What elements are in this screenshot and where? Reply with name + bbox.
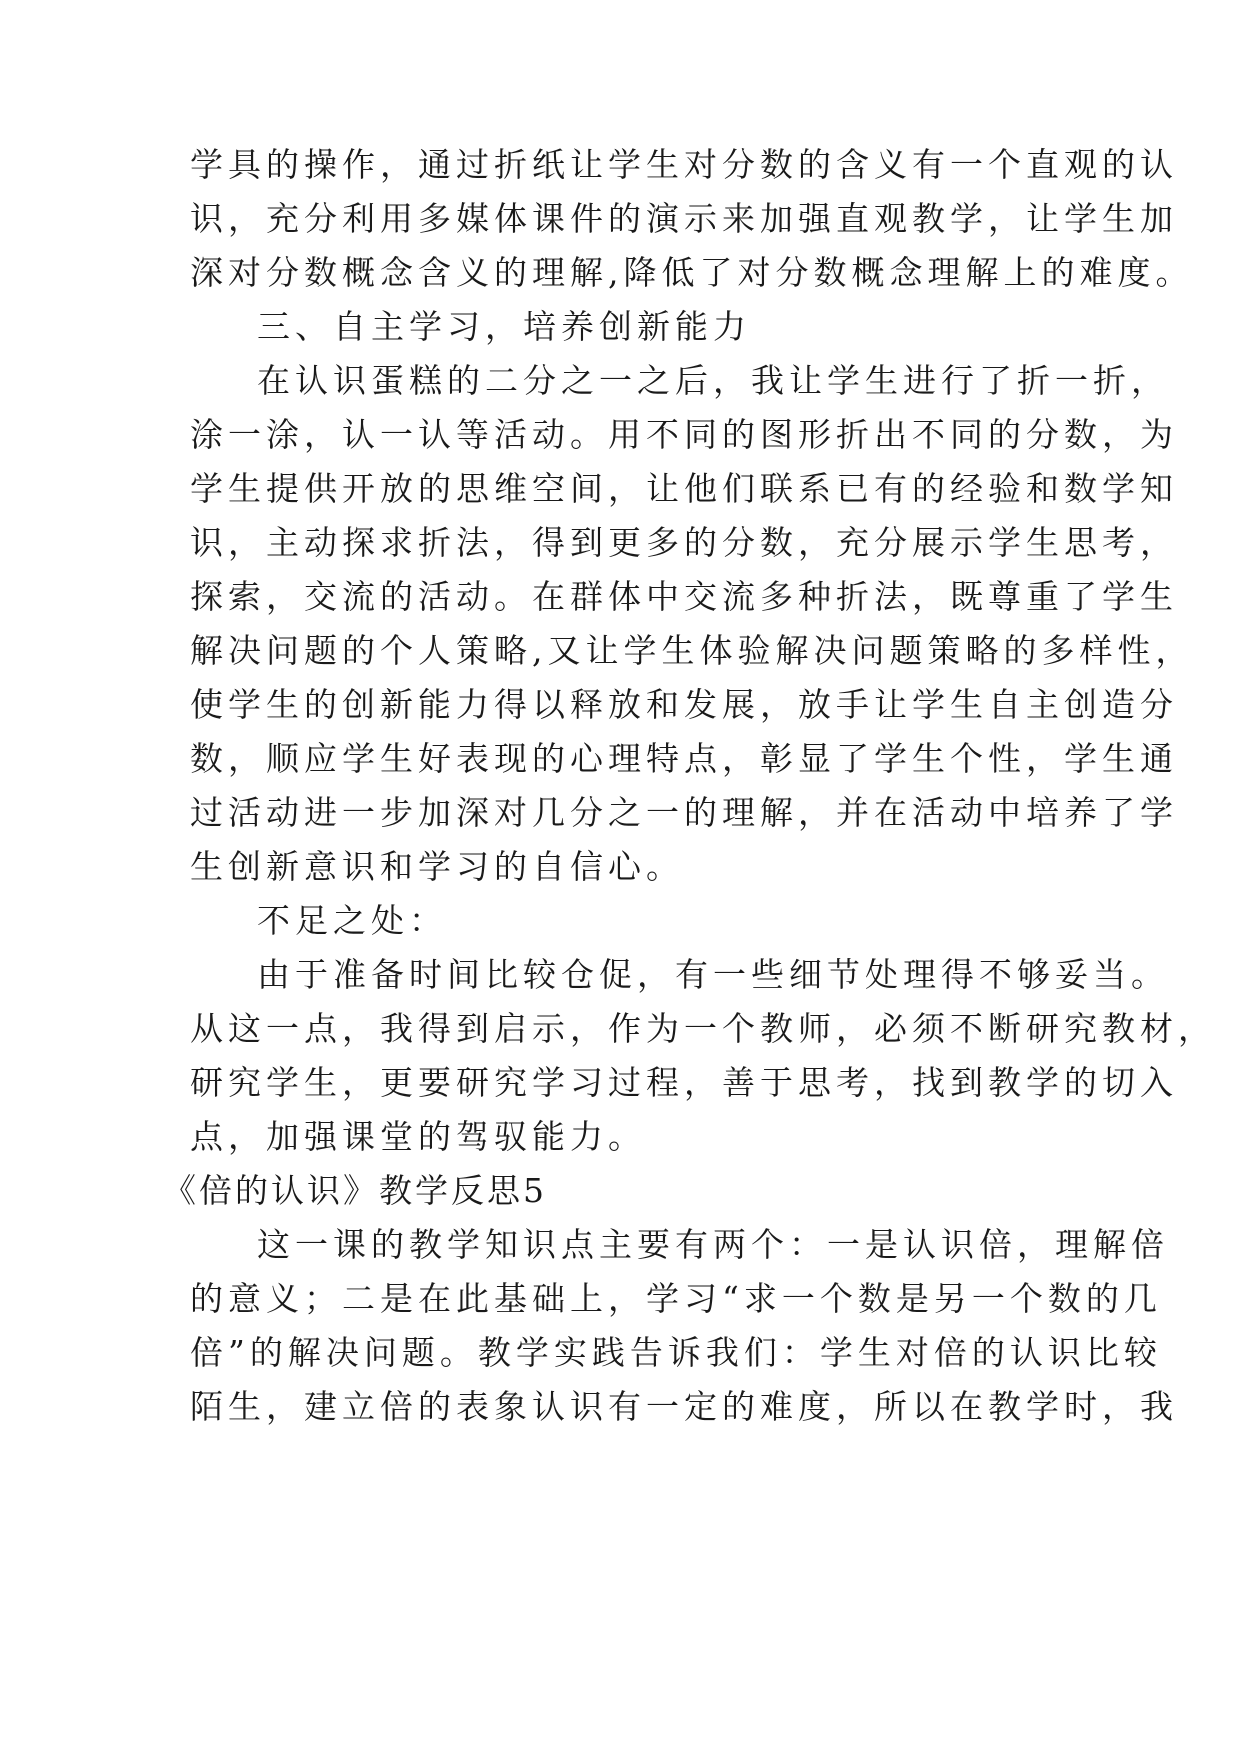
text-line: 探索，交流的活动。在群体中交流多种折法，既尊重了学生	[190, 577, 1178, 616]
text-line: 识，主动探求折法，得到更多的分数，充分展示学生思考，	[190, 523, 1178, 562]
text-line: 研究学生，更要研究学习过程，善于思考，找到教学的切入	[190, 1063, 1178, 1102]
text-line: 从这一点，我得到启示，作为一个教师，必须不断研究教材，	[190, 1009, 1216, 1048]
text-line: 在认识蛋糕的二分之一之后，我让学生进行了折一折，	[257, 361, 1169, 400]
section-heading: 不足之处：	[257, 901, 447, 940]
text-line: 陌生，建立倍的表象认识有一定的难度，所以在教学时，我	[190, 1387, 1178, 1426]
text-line: 涂一涂，认一认等活动。用不同的图形折出不同的分数，为	[190, 415, 1178, 454]
text-line: 数，顺应学生好表现的心理特点，彰显了学生个性，学生通	[190, 739, 1178, 778]
text-line: 倍”的解决问题。教学实践告诉我们：学生对倍的认识比较	[190, 1333, 1162, 1372]
text-line: 识，充分利用多媒体课件的演示来加强直观教学，让学生加	[190, 199, 1178, 238]
text-line: 解决问题的个人策略,又让学生体验解决问题策略的多样性，	[190, 631, 1194, 670]
text-line: 点，加强课堂的驾驭能力。	[190, 1117, 646, 1156]
text-line: 过活动进一步加深对几分之一的理解，并在活动中培养了学	[190, 793, 1178, 832]
text-line: 的意义；二是在此基础上，学习“求一个数是另一个数的几	[190, 1279, 1162, 1318]
section-heading: 三、自主学习，培养创新能力	[257, 307, 751, 346]
text-line: 这一课的教学知识点主要有两个：一是认识倍，理解倍	[257, 1225, 1169, 1264]
text-line: 由于准备时间比较仓促，有一些细节处理得不够妥当。	[257, 955, 1169, 994]
text-line: 生创新意识和学习的自信心。	[190, 847, 684, 886]
text-line: 学生提供开放的思维空间，让他们联系已有的经验和数学知	[190, 469, 1178, 508]
article-title: 《倍的认识》教学反思5	[163, 1171, 547, 1210]
text-line: 深对分数概念含义的理解,降低了对分数概念理解上的难度。	[190, 253, 1194, 292]
text-line: 使学生的创新能力得以释放和发展，放手让学生自主创造分	[190, 685, 1178, 724]
text-line: 学具的操作，通过折纸让学生对分数的含义有一个直观的认	[190, 145, 1178, 184]
